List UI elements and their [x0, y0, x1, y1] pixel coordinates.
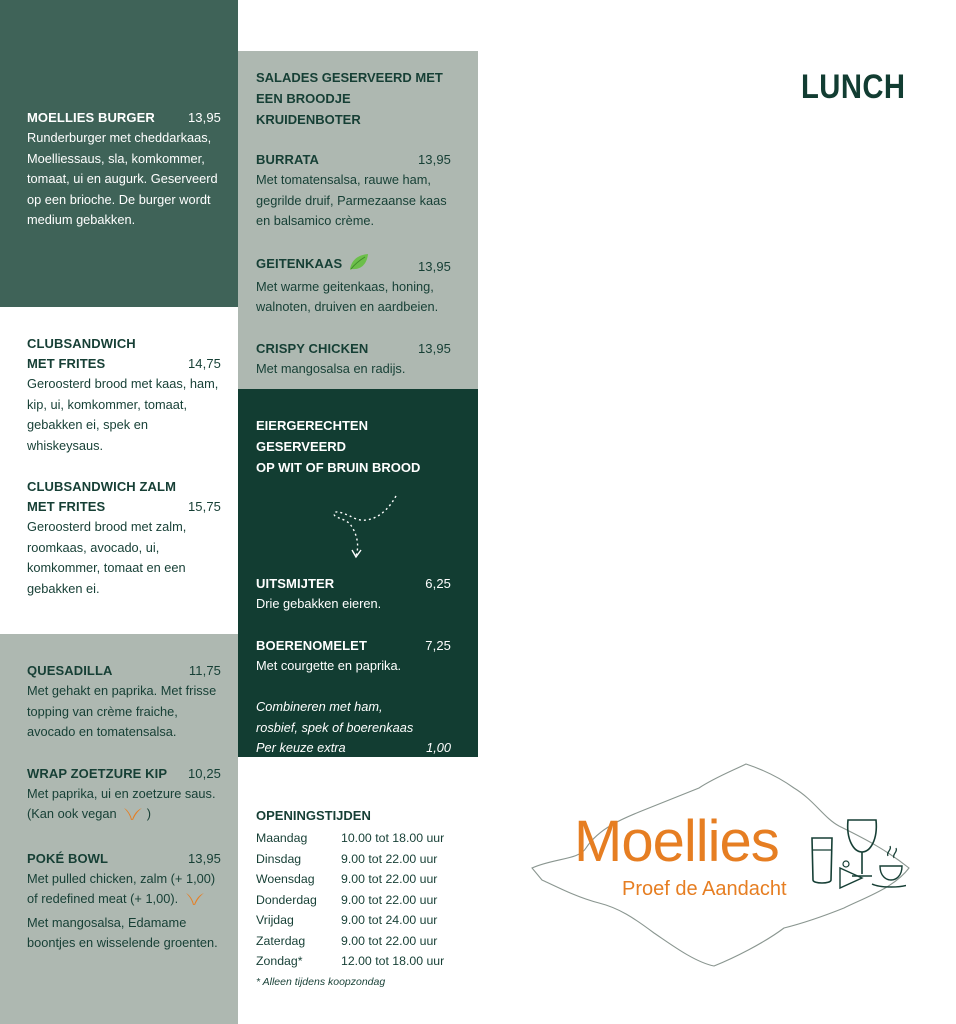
item-name: POKÉ BOWL	[27, 850, 109, 866]
item-name: BOERENOMELET	[256, 637, 367, 653]
hours-time: 12.00 tot 18.00 uur	[341, 954, 445, 968]
menu-item-geitenkaas	[256, 253, 451, 318]
section-heading-line1: SALADES GESERVEERD MET	[256, 70, 443, 85]
section-heading-line2: OP WIT OF BRUIN BROOD	[256, 460, 421, 475]
eggs-panel	[238, 389, 478, 757]
drinks-and-cake-icon	[806, 816, 906, 906]
item-price: 13,95	[187, 850, 221, 866]
hours-time: 9.00 tot 22.00 uur	[341, 933, 438, 948]
hours-day: Vrijdag	[256, 913, 294, 927]
hours-table	[256, 828, 444, 972]
extras-price: 1,00	[426, 740, 451, 755]
item-price: 13,95	[417, 258, 451, 274]
hours-day: Dinsdag	[256, 851, 302, 866]
hours-footnote: * Alleen tijdens koopzondag	[256, 975, 386, 988]
menu-item-boerenomelet	[256, 636, 451, 677]
menu-item-quesadilla	[27, 661, 221, 743]
section-heading-line1: EIERGERECHTEN GESERVEERD	[256, 418, 368, 454]
wraps-panel	[0, 634, 238, 1024]
menu-item-burrata	[256, 150, 451, 232]
item-price: 6,25	[425, 576, 451, 591]
item-name: MOELLIES BURGER	[27, 110, 155, 125]
salads-panel	[238, 51, 478, 389]
item-name-line1: CLUBSANDWICH ZALM	[27, 479, 177, 494]
item-description-line: Met mangosalsa, Edamame boontjes en wisselende groenten.	[27, 914, 218, 950]
item-name-line2: MET FRITES	[27, 499, 106, 514]
extras-note-line: rosbief, spek of boerenkaas	[256, 719, 414, 735]
vegetarian-leaf-icon	[349, 253, 369, 277]
hours-row	[256, 890, 444, 911]
menu-item-wrap	[27, 764, 221, 828]
item-description-line: )	[146, 806, 152, 821]
hours-day: Zondag*	[256, 954, 303, 968]
item-name: QUESADILLA	[27, 663, 113, 678]
item-description-line: Met pulled chicken, zalm (+ 1,00)	[27, 870, 216, 886]
section-heading-line2: EEN BROODJE KRUIDENBOTER	[256, 91, 361, 127]
menu-item-crispy-chicken	[256, 339, 451, 380]
section-heading	[256, 415, 451, 478]
item-price: 14,75	[187, 356, 221, 371]
hours-row	[256, 931, 444, 952]
hours-row	[256, 869, 444, 890]
logo-tagline: Proef de Aandacht	[622, 878, 787, 900]
hours-day: Donderdag	[256, 892, 317, 907]
item-description-line: of redefined meat (+ 1,00).	[27, 891, 179, 906]
section-heading	[256, 67, 451, 130]
item-description	[27, 784, 221, 828]
hours-time: 10.00 tot 18.00 uur	[341, 831, 445, 845]
item-description-line: (Kan ook vegan	[27, 806, 117, 821]
sandwich-panel	[0, 307, 238, 634]
logo	[524, 758, 924, 973]
logo-name: Moellies	[574, 809, 779, 874]
hours-row	[256, 951, 444, 972]
menu-item-clubsandwich	[27, 334, 221, 456]
item-name-line1: CLUBSANDWICH	[27, 336, 136, 351]
dotted-arrow-icon	[256, 484, 451, 574]
extras-note-line: Combineren met ham,	[256, 699, 383, 714]
item-price: 10,25	[187, 765, 221, 781]
item-description: Met mangosalsa en radijs.	[256, 360, 406, 376]
hours-day: Zaterdag	[256, 933, 306, 948]
hours-row	[256, 849, 444, 870]
item-description: Met warme geitenkaas, honing, walnoten, druiven en aardbeien.	[256, 278, 439, 314]
hours-row	[256, 910, 444, 931]
item-price: 7,25	[425, 637, 451, 653]
hours-row	[256, 828, 444, 849]
item-price: 15,75	[187, 499, 221, 514]
vegan-v-icon	[185, 892, 205, 913]
item-description: Geroosterd brood met zalm, roomkaas, avocado, ui, komkommer, tomaat en een gebakken ei.	[27, 519, 187, 596]
item-name-line2: MET FRITES	[27, 356, 106, 371]
hours-time: 9.00 tot 22.00 uur	[341, 892, 438, 907]
item-name: GEITENKAAS	[256, 255, 343, 271]
item-description: Met tomatensalsa, rauwe ham, gegrilde druif, Parmezaanse kaas en balsamico crème.	[256, 172, 447, 228]
item-price: 13,95	[187, 110, 221, 125]
burger-panel	[0, 0, 238, 307]
menu-item-clubsandwich-zalm	[27, 477, 221, 599]
item-description-line: Met paprika, ui en zoetzure saus.	[27, 785, 216, 801]
menu-item-uitsmijter	[256, 574, 451, 615]
hours-time: 9.00 tot 22.00 uur	[341, 851, 438, 866]
item-name: CRISPY CHICKEN	[256, 340, 369, 356]
hours-day: Woensdag	[256, 872, 315, 886]
item-price: 13,95	[417, 152, 451, 167]
vegan-v-icon	[123, 807, 143, 828]
item-description: Met courgette en paprika.	[256, 657, 402, 673]
hours-time: 9.00 tot 22.00 uur	[341, 872, 438, 886]
item-description	[27, 869, 221, 954]
item-description: Drie gebakken eieren.	[256, 596, 382, 611]
page-title: LUNCH	[801, 68, 906, 106]
hours-heading: OPENINGSTIJDEN	[256, 808, 371, 823]
item-description: Geroosterd brood met kaas, ham, kip, ui, komkommer, tomaat, gebakken ei, spek en whiskeysaus.	[27, 376, 219, 453]
extras-note-line: Per keuze extra	[256, 740, 346, 755]
item-price: 11,75	[188, 663, 221, 678]
menu-item-poke-bowl	[27, 849, 221, 954]
item-description: Runderburger met cheddarkaas, Moelliessaus, sla, komkommer, tomaat, ui en augurk. Geserveerd op een brioche. De burger wordt medium gebakken.	[27, 130, 218, 227]
hours-day: Maandag	[256, 831, 308, 845]
item-name: BURRATA	[256, 152, 320, 167]
hours-panel	[238, 757, 478, 1024]
item-description: Met gehakt en paprika. Met frisse topping van crème fraiche, avocado en tomatensalsa.	[27, 683, 217, 739]
hours-time: 9.00 tot 24.00 uur	[341, 913, 438, 927]
item-name: UITSMIJTER	[256, 576, 335, 591]
menu-item-burger	[27, 108, 221, 231]
extras-note	[256, 697, 451, 759]
item-name: WRAP ZOETZURE KIP	[27, 765, 168, 781]
item-price: 13,95	[417, 340, 451, 356]
